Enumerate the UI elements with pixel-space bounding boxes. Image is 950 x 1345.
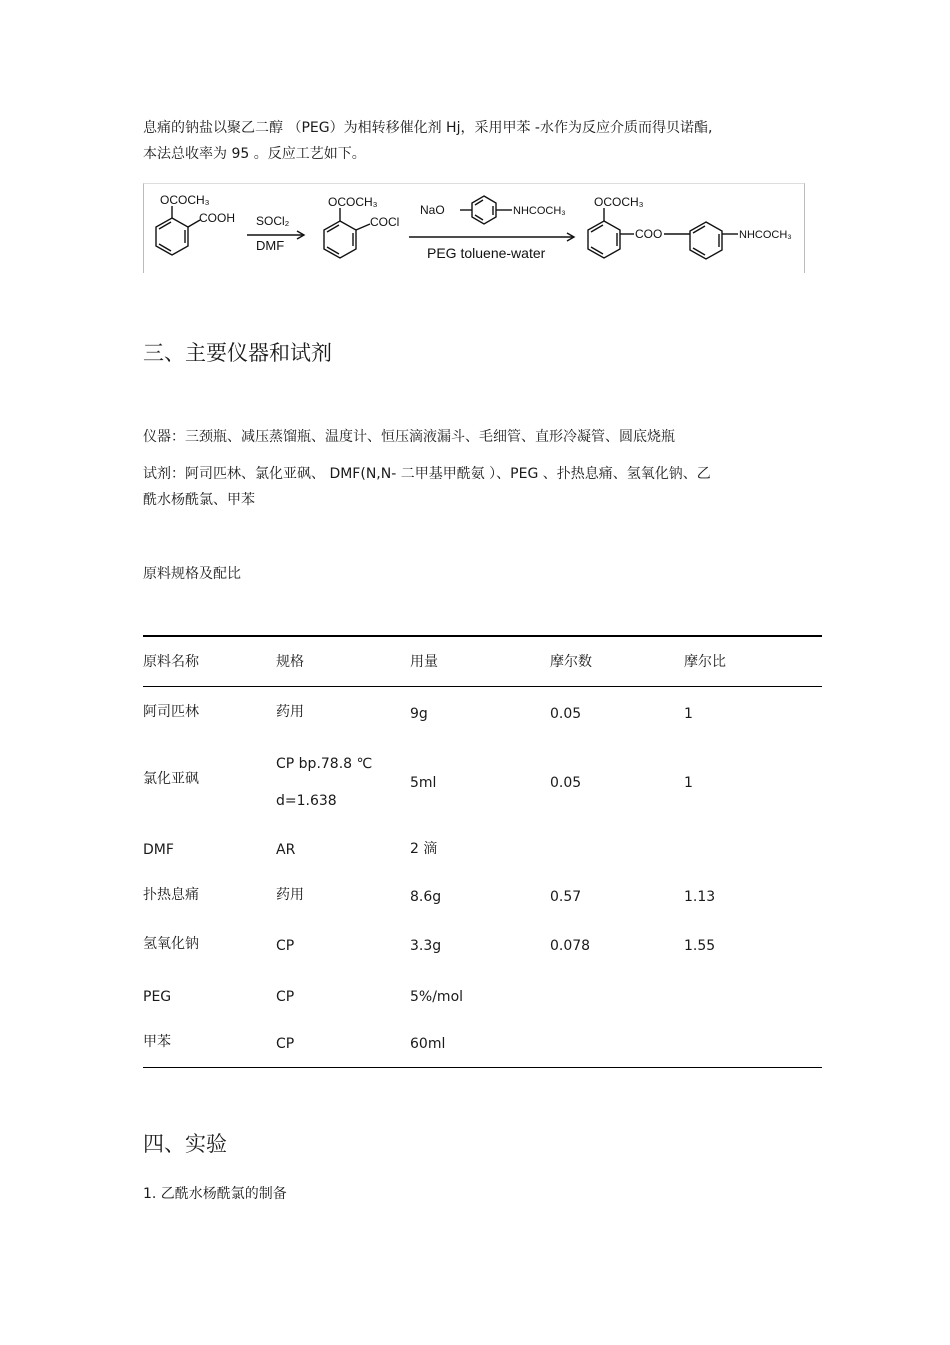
- table-caption: 原料规格及配比: [143, 566, 241, 582]
- cell-name: DMF: [143, 842, 174, 858]
- table-header-name: 原料名称: [143, 654, 199, 670]
- cell-ratio: 1: [684, 706, 693, 722]
- subsection-1-title: 1. 乙酰水杨酰氯的制备: [143, 1186, 287, 1202]
- cell-spec-2: d=1.638: [276, 793, 337, 809]
- cell-mol: 0.078: [550, 938, 591, 954]
- benzene-ring-1: [156, 218, 188, 255]
- cell-mol: 0.05: [550, 775, 582, 791]
- cell-spec: CP: [276, 989, 295, 1005]
- cell-spec: CP: [276, 1036, 295, 1052]
- benzene-ring-3: [588, 221, 620, 258]
- reagent-2-left: NaO: [420, 203, 445, 217]
- table-header-mol: 摩尔数: [550, 654, 592, 670]
- cell-ratio: 1.13: [684, 889, 716, 905]
- reagent-2-bottom: PEG toluene-water: [427, 245, 546, 261]
- table-top-rule: [143, 635, 822, 637]
- reaction-scheme-drawing: [144, 184, 804, 273]
- cell-name: 氢氧化钠: [143, 936, 199, 952]
- prod-substituent-1: OCOCH₃: [594, 195, 644, 209]
- cell-amount: 60ml: [410, 1036, 446, 1052]
- reagents-line-2: 酰水杨酰氯、甲苯: [143, 492, 255, 508]
- cell-ratio: 1: [684, 775, 693, 791]
- int-substituent-1: OCOCH₃: [328, 195, 378, 209]
- cell-spec: CP: [276, 938, 295, 954]
- prod-ester-link: COO: [635, 227, 663, 241]
- cell-amount: 3.3g: [410, 938, 442, 954]
- cell-amount: 8.6g: [410, 889, 442, 905]
- prod-substituent-2: NHCOCH₃: [739, 229, 792, 241]
- int-substituent-2: COCl: [370, 215, 400, 229]
- reaction-scheme: [143, 183, 805, 273]
- table-header-spec: 规格: [276, 654, 304, 670]
- table-bottom-rule: [143, 1067, 822, 1068]
- cell-amount: 9g: [410, 706, 428, 722]
- reagent-1-bottom: DMF: [256, 238, 285, 253]
- section-3-title: 三、主要仪器和试剂: [143, 341, 332, 365]
- cell-amount: 2 滴: [410, 841, 438, 857]
- cell-name: 扑热息痛: [143, 887, 199, 903]
- sm-substituent-2: COOH: [199, 211, 235, 225]
- benzene-ring-4: [690, 222, 722, 259]
- intro-line-1: 息痛的钠盐以聚乙二醇 （PEG）为相转移催化剂 Hj，采用甲苯 -水作为反应介质而得贝诺酯,: [143, 120, 713, 136]
- benzene-ring-2: [324, 221, 356, 258]
- cell-amount: 5%/mol: [410, 989, 464, 1005]
- table-header-ratio: 摩尔比: [684, 654, 726, 670]
- cell-amount: 5ml: [410, 775, 437, 791]
- table-header-rule: [143, 686, 822, 687]
- cell-ratio: 1.55: [684, 938, 716, 954]
- section-4-title: 四、实验: [143, 1132, 227, 1156]
- cell-spec: CP bp.78.8 ℃: [276, 756, 373, 772]
- cell-name: PEG: [143, 989, 172, 1005]
- cell-name: 甲苯: [143, 1034, 171, 1050]
- sm-substituent-1: OCOCH₃: [160, 193, 210, 207]
- cell-mol: 0.57: [550, 889, 582, 905]
- cell-name: 阿司匹林: [143, 704, 199, 720]
- instruments-line: 仪器：三颈瓶、减压蒸馏瓶、温度计、恒压滴液漏斗、毛细管、直形冷凝管、圆底烧瓶: [143, 429, 675, 445]
- table-header-amount: 用量: [410, 654, 438, 670]
- cell-spec: 药用: [276, 704, 304, 720]
- intro-line-2: 本法总收率为 95 。反应工艺如下。: [143, 146, 366, 162]
- reagent-2-right: NHCOCH₃: [513, 205, 566, 217]
- cell-spec: AR: [276, 842, 296, 858]
- cell-spec: 药用: [276, 887, 304, 903]
- reagents-line-1: 试剂：阿司匹林、氯化亚砜、 DMF(N,N- 二甲基甲酰氨 ）、PEG 、扑热息痛、氢氧化钠、乙: [143, 466, 711, 482]
- reagent-1-top: SOCl₂: [256, 214, 290, 228]
- cell-name: 氯化亚砜: [143, 771, 199, 787]
- cell-mol: 0.05: [550, 706, 582, 722]
